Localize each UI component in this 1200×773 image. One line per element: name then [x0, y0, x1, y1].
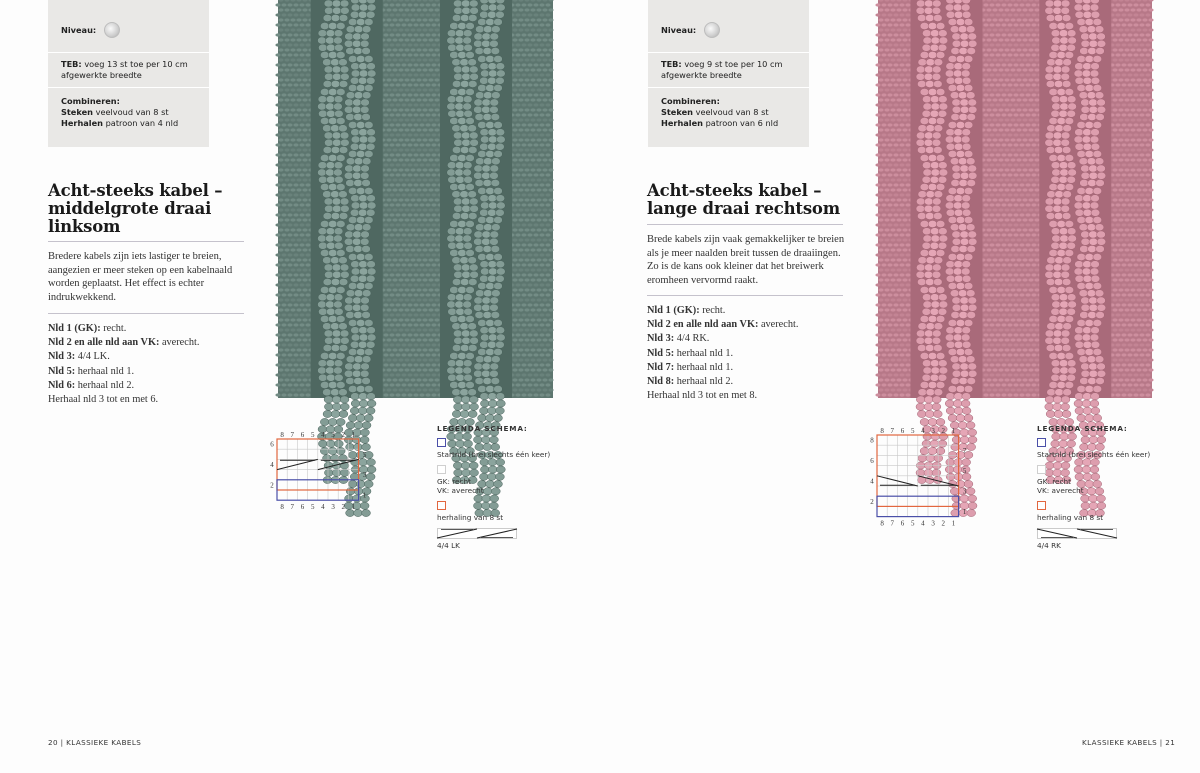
legend-repeat: herhaling van 8 st: [1037, 501, 1157, 522]
divider: [647, 295, 843, 296]
teb-row: [648, 53, 809, 88]
chart-number: 4: [921, 519, 925, 528]
chart-number: 1: [351, 431, 356, 439]
legend-cable: 4/4 RK: [1037, 528, 1157, 550]
repeat-text: patroon van 4 nld: [105, 118, 179, 128]
info-box: [48, 0, 209, 147]
legend-heading: LEGENDA SCHEMA:: [437, 424, 528, 433]
pattern-row: Nld 2 en alle nld aan VK: averecht.: [48, 337, 200, 349]
legend-cable: 4/4 LK: [437, 528, 557, 550]
chart-number: 8: [280, 503, 284, 512]
teb-text-2: afgewerkte breedte: [61, 70, 142, 80]
chart-number: 2: [341, 503, 346, 512]
legend-repeat: herhaling van 8 st: [437, 501, 557, 522]
knitting-chart: [262, 430, 382, 512]
teb-label: TEB:: [61, 59, 82, 69]
yarn-ball-icon: [704, 22, 720, 38]
chart-number: 4: [321, 431, 325, 439]
yarn-ball-icon: [104, 22, 120, 38]
chart-number: 3: [331, 503, 335, 512]
knitting-swatch-photo: [878, 0, 1152, 398]
chart-number: 3: [362, 471, 367, 480]
stitches-text: veelvoud van 8 st: [695, 107, 769, 117]
teb-row: [48, 53, 209, 88]
title-line-3: linksom: [48, 217, 121, 236]
knitting-swatch-photo: [278, 0, 553, 398]
divider: [48, 313, 244, 314]
pattern-row: Nld 3: 4/4 LK.: [48, 351, 110, 363]
teb-text-2: afgewerkte breedte: [661, 70, 742, 80]
chart-number: 5: [310, 503, 315, 512]
chart-number: 8: [880, 427, 884, 435]
chart-number: 6: [300, 431, 305, 439]
stitches-label: Steken: [661, 107, 693, 117]
level-label: Niveau:: [661, 24, 697, 35]
legend-heading: LEGENDA SCHEMA:: [1037, 424, 1128, 433]
legend-stitch: GK: recht VK: averecht: [1037, 465, 1157, 495]
repeat-label: Herhalen: [661, 118, 703, 128]
legend-start-row: Startnld (brei slechts één keer): [437, 438, 557, 459]
chart-number: 4: [270, 461, 274, 469]
intro-text: Brede kabels zijn vaak gemakkelijker te breien als je meer naalden breit tussen de draaiingen. Zo is de kans ook kleiner dat het breiwerk eromheen vervormd raakt.: [647, 234, 845, 286]
pattern-rows: [48, 322, 199, 407]
page-footer: 20 | KLASSIEKE KABELS: [48, 738, 142, 747]
pattern-row: Nld 5: herhaal nld 1.: [48, 365, 135, 377]
chart-number: 7: [890, 427, 895, 435]
chart-number: 3: [962, 487, 967, 496]
combine-row: [48, 88, 209, 146]
chart-number: 1: [351, 503, 356, 512]
cable-symbol-icon: [1037, 528, 1117, 539]
combine-label: Combineren:: [661, 96, 720, 106]
cable-symbol-icon: [437, 528, 517, 539]
stitches-label: Steken: [61, 107, 93, 117]
repeat-label: Herhalen: [61, 118, 103, 128]
chart-number: 7: [290, 503, 295, 512]
pattern-row: Herhaal nld 3 tot en met 8.: [647, 390, 758, 402]
chart-legend: [437, 424, 557, 556]
chart-number: 4: [921, 427, 925, 435]
right-page: [600, 0, 1200, 773]
chart-legend: [1037, 424, 1157, 556]
chart-number: 3: [931, 427, 935, 435]
level-row: [48, 0, 209, 53]
chart-number: 3: [931, 519, 935, 528]
chart-number: 1: [951, 519, 956, 528]
pattern-row: Nld 7: herhaal nld 1.: [647, 361, 734, 373]
legend-stitch: GK: recht VK: averecht: [437, 465, 557, 495]
pattern-row: Nld 2 en alle nld aan VK: averecht.: [647, 319, 799, 331]
chart-number: 4: [870, 477, 874, 486]
chart-number: 1: [362, 491, 367, 500]
knitting-chart: [862, 426, 982, 528]
chart-number: 5: [910, 427, 915, 435]
stitches-text: veelvoud van 8 st: [95, 107, 169, 117]
teb-text: voeg 9 st toe per 10 cm: [684, 59, 783, 69]
chart-number: 5: [362, 450, 367, 459]
info-box: [648, 0, 809, 147]
chart-number: 5: [310, 431, 315, 439]
title-line-2: lange draai rechtsom: [647, 199, 840, 218]
chart-number: 8: [880, 519, 884, 528]
title-line-2: middelgrote draai: [48, 199, 212, 218]
pattern-row: Nld 6: herhaal nld 2.: [48, 379, 135, 391]
pattern-row: Nld 8: herhaal nld 2.: [647, 376, 734, 388]
chart-number: 4: [321, 503, 325, 512]
chart-number: 6: [270, 440, 274, 449]
chart-number: 8: [280, 431, 284, 439]
chart-number: 6: [900, 427, 905, 435]
combine-row: [648, 88, 809, 146]
chart-number: 2: [941, 519, 946, 528]
chart-number: 7: [890, 519, 895, 528]
chart-number: 2: [870, 497, 874, 506]
chart-number: 3: [331, 431, 335, 439]
chart-number: 6: [300, 503, 305, 512]
chart-number: 5: [962, 467, 967, 476]
chart-number: 6: [870, 457, 874, 465]
chart-number: 8: [870, 436, 874, 445]
title-line-1: Acht-steeks kabel –: [647, 181, 822, 200]
divider: [48, 241, 244, 242]
pattern-row: Nld 1 (GK): recht.: [48, 323, 127, 334]
chart-number: 2: [341, 431, 346, 439]
pattern-row: Nld 3: 4/4 RK.: [647, 333, 710, 345]
chart-number: 1: [951, 427, 956, 435]
page-footer: KLASSIEKE KABELS | 21: [1082, 738, 1176, 747]
chart-number: 1: [962, 508, 967, 516]
combine-label: Combineren:: [61, 96, 120, 106]
chart-number: 5: [910, 519, 915, 528]
pattern-title: [647, 182, 852, 218]
repeat-text: patroon van 6 nld: [705, 118, 779, 128]
pattern-row: Nld 5: herhaal nld 1.: [647, 347, 734, 359]
chart-number: 7: [962, 446, 967, 455]
teb-text: voeg 13 st toe per 10 cm: [84, 59, 188, 69]
divider: [647, 224, 843, 225]
chart-number: 7: [290, 431, 295, 439]
intro-text: Bredere kabels zijn iets lastiger te breien, aangezien er meer steken op een kabelnaald worden geplaatst. Het effect is echter indrukwekkend.: [48, 251, 233, 303]
pattern-row: Nld 1 (GK): recht.: [647, 305, 726, 316]
chart-number: 6: [900, 519, 905, 528]
teb-label: TEB:: [661, 59, 682, 69]
pattern-rows: [647, 304, 798, 403]
chart-number: 2: [270, 481, 274, 490]
level-row: [648, 0, 809, 53]
legend-start-row: Startnld (brei slechts één keer): [1037, 438, 1157, 459]
title-line-1: Acht-steeks kabel –: [48, 181, 223, 200]
level-label: Niveau:: [61, 24, 97, 35]
pattern-title: [48, 182, 248, 236]
chart-number: 2: [941, 427, 946, 435]
pattern-row: Herhaal nld 3 tot en met 6.: [48, 394, 159, 406]
